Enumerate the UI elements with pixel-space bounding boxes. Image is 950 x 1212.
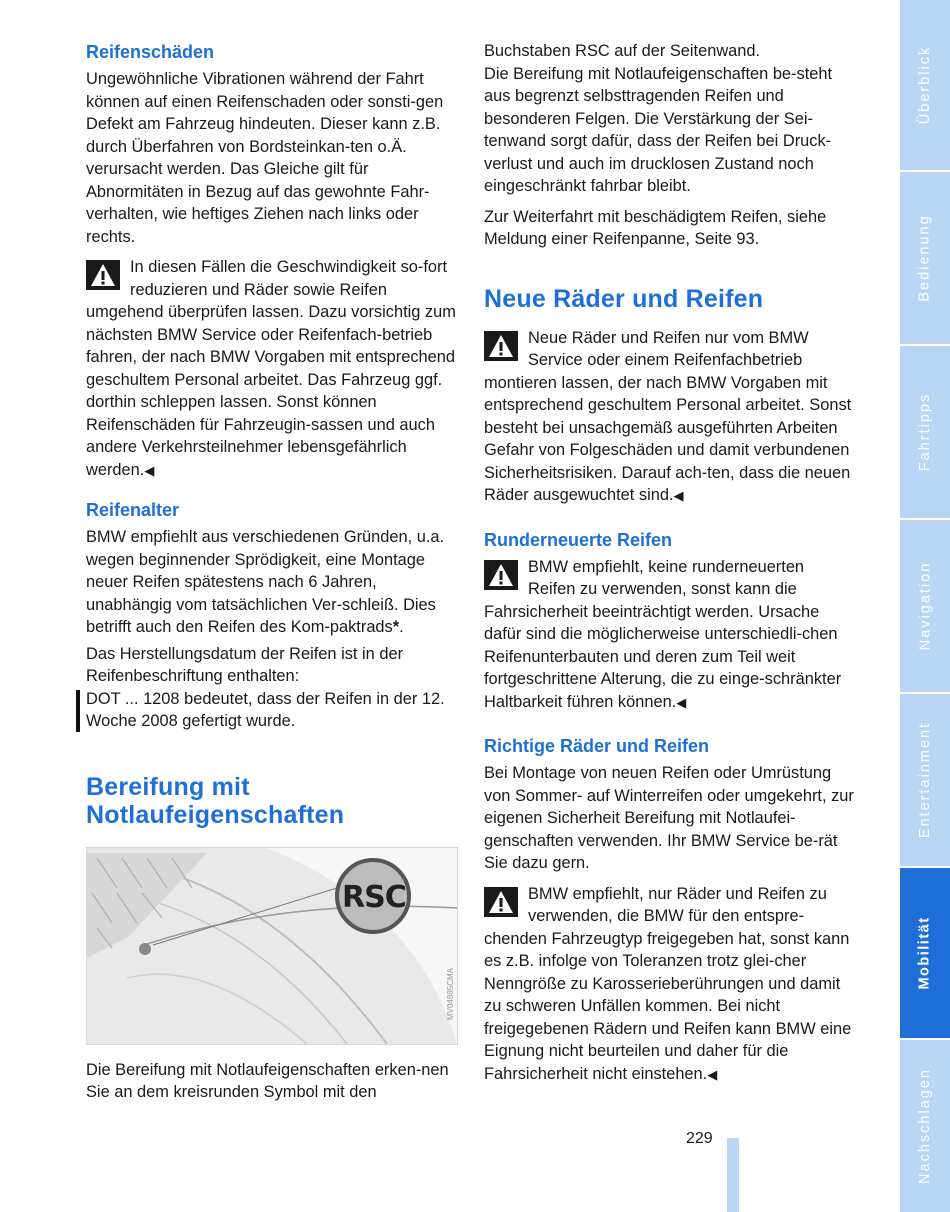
tab-label: Bedienung <box>917 214 933 302</box>
tab-label: Fahrtipps <box>917 392 934 472</box>
tab-label: Überblick <box>917 45 933 125</box>
heading-richtige: Richtige Räder und Reifen <box>484 736 710 756</box>
tab-entertainment[interactable] <box>900 694 950 868</box>
warning-text: BMW empfiehlt, keine runderneuerten Reifen zu verwenden, sonst kann die Fahrsicherheit beeinträchtigt werden. Ursache dafür sind die möglicherweise unterschiedli-chen Reifenunterbauten und deren zum Teil weit fortgeschrittene Alterung, die zu einge-schränkter Haltbarkeit führen können. <box>484 557 842 711</box>
warning-triangle-icon <box>484 887 518 917</box>
heading-runderneuerte: Runderneuerte Reifen <box>484 529 673 550</box>
warning-triangle-icon <box>484 560 518 590</box>
paragraph-continued: Buchstaben RSC auf der Seitenwand. <box>484 42 761 60</box>
end-marker-icon: ◀ <box>707 1066 718 1082</box>
heading-reifenalter: Reifenalter <box>86 500 180 520</box>
tab-label: Mobilität <box>917 916 934 990</box>
tab-label: Nachschlagen <box>917 1068 933 1184</box>
end-marker-icon: ◀ <box>676 694 687 710</box>
paragraph-bereifung: Die Bereifung mit Notlaufeigenschaften erken-nen Sie an dem kreisrunden Symbol mit den <box>86 1060 449 1101</box>
tire-rsc-figure <box>86 847 458 1045</box>
asterisk-mark: * <box>392 618 400 636</box>
end-marker-icon: ◀ <box>144 462 155 478</box>
heading-reifenschaeden: Reifenschäden <box>86 42 215 62</box>
change-bar <box>76 690 80 732</box>
left-column <box>86 40 456 1112</box>
paragraph-richtige: Bei Montage von neuen Reifen oder Umrüstung von Sommer- auf Winterreifen oder umgekehrt, zur eigenen Sicherheit Bereifung mit Notlaufei-genschaften verwenden. Ihr BMW Service be-rät Sie dazu gern. <box>484 764 854 872</box>
warning-reifenschaeden <box>86 256 456 482</box>
paragraph-reifenalter-text: BMW empfiehlt aus verschiedenen Gründen, u.a. wegen beginnender Sprödigkeit, eine Montage neuer Reifen spätestens nach 6 Jahren, unabhängig vom tatsächlichen Ver-schleiß. Dies betrifft auch den Reifen des Kom-paktrads <box>86 528 445 636</box>
right-column <box>484 40 854 1094</box>
paragraph-dot: DOT ... 1208 bedeutet, dass der Reifen in der 12. Woche 2008 gefertigt wurde. <box>86 689 445 730</box>
figure-code: MV04885CMA <box>446 967 455 1020</box>
page-number: 229 <box>686 1130 713 1147</box>
warning-triangle-icon <box>484 331 518 361</box>
heading-bereifung: Bereifung mit Notlaufeigenschaften <box>86 772 345 829</box>
tire-illustration <box>87 848 457 1044</box>
paragraph-reifenschaeden: Ungewöhnliche Vibrationen während der Fahrt können auf einen Reifenschaden oder sonsti-gen Defekt am Fahrzeug hindeuten. Dieser kann z.B. durch Überfahren von Bordsteinkan-ten o.Ä. verursacht werden. Das Gleiche gilt für Abnormitäten in Bezug auf das gewohnte Fahr-verhalten, wie heftiges Ziehen nach links oder rechts. <box>86 70 444 246</box>
warning-text: Neue Räder und Reifen nur vom BMW Service oder einem Reifenfachbetrieb montieren lassen, der nach BMW Vorgaben mit entsprechend geschultem Personal arbeitet. Sonst besteht bei unsachgemäß ausgeführten Arbeiten Gefahr von Folgeschäden und damit verbundenen Sicherheitsrisiken. Darauf ach-ten, dass die neuen Räder ausgewuchtet sind. <box>484 328 852 504</box>
tab-fahrtipps[interactable] <box>900 346 950 520</box>
tab-navigation[interactable] <box>900 520 950 694</box>
tab-mobilitaet[interactable] <box>900 868 950 1040</box>
paragraph-herstellung: Das Herstellungsdatum der Reifen ist in der Reifenbeschriftung enthalten: <box>86 644 404 685</box>
warning-neue-raeder <box>484 327 854 508</box>
tab-label: Navigation <box>917 561 934 651</box>
warning-triangle-icon <box>86 260 120 290</box>
paragraph-bereifung-details: Die Bereifung mit Notlaufeigenschaften be-steht aus begrenzt selbsttragenden Reifen und besonderen Felgen. Die Verstärkung der Sei-tenwand sorgt dafür, dass der Reifen bei Druck-verlust und auch im drucklosen Zustand noch eingeschränkt fahrbar bleibt. <box>484 64 833 195</box>
tab-label: Entertainment <box>917 721 933 839</box>
paragraph-weiterfahrt: Zur Weiterfahrt mit beschädigtem Reifen, siehe Meldung einer Reifenpanne, Seite 93. <box>484 207 827 248</box>
page-number-bar <box>727 1138 739 1212</box>
heading-neue-raeder: Neue Räder und Reifen <box>484 284 764 313</box>
chapter-sidebar <box>900 0 950 1212</box>
warning-text: In diesen Fällen die Geschwindigkeit so-fort reduzieren und Räder sowie Reifen umgehend überprüfen lassen. Dazu vorsichtig zum nächsten BMW Service oder Reifenfach-betrieb fahren, der nach BMW Vorgaben mit entsprechend geschultem Personal arbeitet. Das Fahrzeug ggf. dorthin schleppen lassen. Sonst können Reifenschäden für Fahrzeugin-sassen und auch andere Verkehrsteilnehmer lebensgefährlich werden. <box>86 258 456 479</box>
tab-ueberblick[interactable] <box>900 0 950 172</box>
warning-text: BMW empfiehlt, nur Räder und Reifen zu verwenden, die BMW für den entspre-chenden Fahrzeugtyp freigegeben hat, sonst kann es z.B. infolge von Toleranzen trotz glei-cher Nenngröße zu Karosserieberührungen und damit zu schweren Unfällen kommen. Bei nicht freigegebenen Rädern und Reifen kann BMW eine Eignung nicht beurteilen und daher für die Fahrsicherheit nicht einstehen. <box>484 884 852 1083</box>
warning-richtige <box>484 883 854 1087</box>
tab-nachschlagen[interactable] <box>900 1040 950 1212</box>
dot-explanation <box>86 688 456 733</box>
rsc-symbol-label: RSC <box>342 879 406 915</box>
tab-bedienung[interactable] <box>900 172 950 346</box>
warning-runderneuerte <box>484 556 854 715</box>
paragraph-reifenalter: BMW empfiehlt aus verschiedenen Gründen, u.a. wegen beginnender Sprödigkeit, eine Montage neuer Reifen spätestens nach 6 Jahren, unabhängig vom tatsächlichen Ver-schleiß. Dies betrifft auch den Reifen des Kom-paktrads*. <box>86 528 445 636</box>
end-marker-icon: ◀ <box>673 488 684 503</box>
